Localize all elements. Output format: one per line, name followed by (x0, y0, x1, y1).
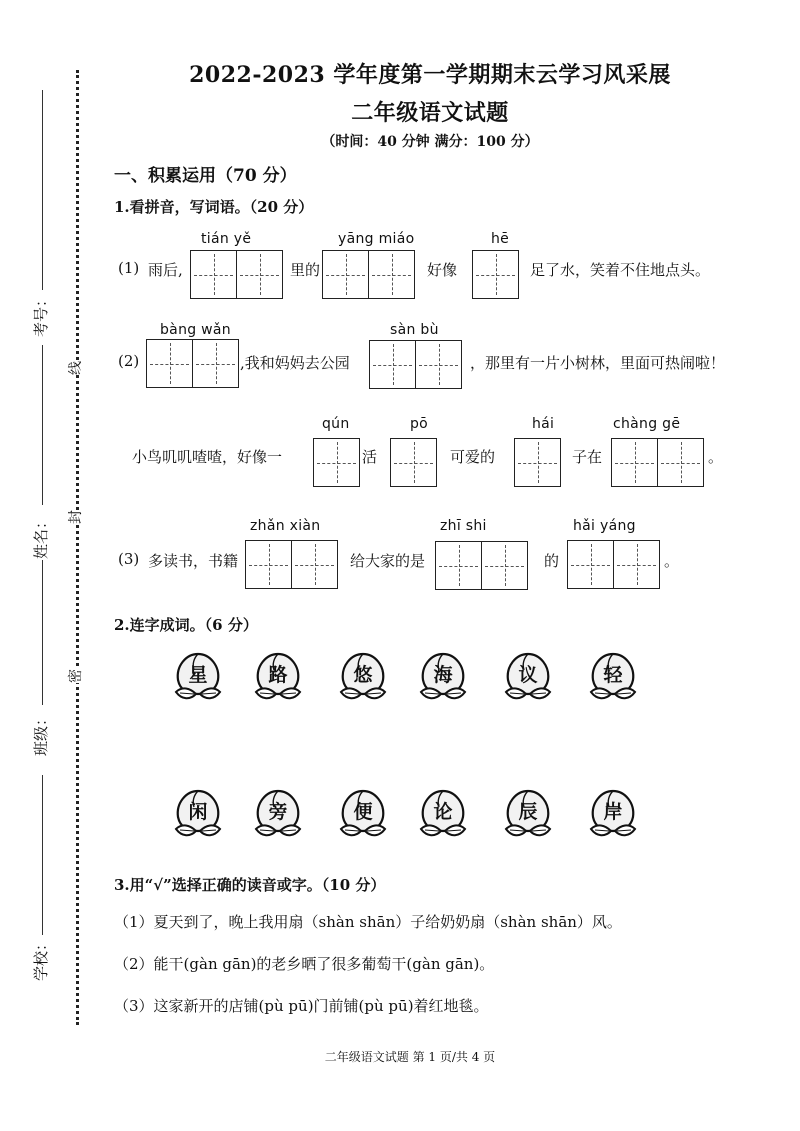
pinyin-bang-wan: bàng wǎn (160, 322, 231, 338)
peach-tile[interactable] (335, 648, 391, 704)
row1-number: (1) (118, 259, 140, 277)
row2-number: (2) (118, 352, 140, 370)
peach-character: 悠 (353, 664, 373, 686)
exam-info: （时间：40 分钟 满分：100 分） (321, 134, 539, 150)
answer-grid-tian-ye[interactable] (190, 250, 283, 299)
seal-char-seal: 封 (63, 510, 87, 524)
row4-text-3: 的 (544, 552, 560, 570)
pinyin-hai: hái (532, 416, 555, 432)
peach-tile[interactable] (335, 785, 391, 841)
exam-subtitle: 二年级语文试题 (351, 100, 509, 126)
peach-tile[interactable] (585, 648, 641, 704)
pinyin-yang-miao: yāng miáo (338, 231, 415, 247)
pinyin-he: hē (491, 231, 510, 247)
row3-text-1: 小鸟叽叽喳喳，好像一 (132, 448, 283, 466)
row2-text-2: ，那里有一片小树林，里面可热闹啦！ (470, 354, 726, 372)
row2-text-1: ,我和妈妈去公园 (240, 354, 350, 372)
pinyin-zhi-shi: zhī shi (440, 518, 487, 534)
row1-text-2: 里的 (290, 261, 321, 279)
peach-character: 海 (433, 664, 453, 686)
row1-text-4: 足了水，笑着不住地点头。 (530, 261, 711, 279)
row1-text-3: 好像 (427, 261, 458, 279)
answer-grid-qun[interactable] (313, 438, 360, 487)
answer-grid-bang-wan[interactable] (146, 339, 239, 388)
question-1-heading: 1.看拼音，写词语。（20 分） (114, 198, 314, 216)
row4-text-1: 多读书，书籍 (148, 552, 239, 570)
row1-text-1: 雨后, (148, 261, 183, 279)
row4-number: (3) (118, 550, 140, 568)
row3-text-3: 可爱的 (450, 448, 496, 466)
question-3-item-1: （1）夏天到了，晚上我用扇（shàn shān）子给奶奶扇（shàn shān）风。 (114, 913, 622, 931)
exam-title: 2022-2023 学年度第一学期期末云学习风采展 (189, 62, 671, 88)
answer-grid-hai[interactable] (514, 438, 561, 487)
binding-dotted-line (76, 70, 79, 1025)
answer-grid-he[interactable] (472, 250, 519, 299)
answer-grid-po[interactable] (390, 438, 437, 487)
question-3-heading: 3.用“√”选择正确的读音或字。（10 分） (114, 876, 386, 894)
answer-grid-san-bu[interactable] (369, 340, 462, 389)
pinyin-chang-ge: chàng gē (613, 416, 681, 432)
answer-grid-zhi-shi[interactable] (435, 541, 528, 590)
pinyin-hai-yang: hǎi yáng (573, 518, 636, 534)
school-label: 学校： (32, 935, 51, 982)
peach-tile[interactable] (500, 648, 556, 704)
peach-character: 岸 (603, 801, 623, 823)
section-heading: 一、积累运用（70 分） (114, 166, 297, 186)
peach-character: 便 (353, 801, 373, 823)
pinyin-zhan-xian: zhǎn xiàn (250, 518, 321, 534)
seal-char-line: 线 (63, 361, 87, 375)
page-footer: 二年级语文试题 第 1 页/共 4 页 (324, 1050, 496, 1064)
question-3-item-3: （3）这家新开的店铺(pù pū)门前铺(pù pū)着红地毯。 (114, 997, 489, 1015)
peach-tile[interactable] (250, 648, 306, 704)
peach-character: 星 (188, 664, 208, 686)
row4-text-2: 给大家的是 (350, 552, 426, 570)
peach-character: 辰 (518, 801, 538, 823)
exam-number-label: 考号： (32, 291, 51, 338)
row3-text-4: 子在 (572, 448, 603, 466)
name-blank (42, 345, 43, 505)
question-3-item-2: （2）能干(gàn gān)的老乡晒了很多葡萄干(gàn gān)。 (114, 955, 495, 973)
peach-character: 论 (433, 801, 453, 823)
answer-grid-zhan-xian[interactable] (245, 540, 338, 589)
peach-tile[interactable] (415, 648, 471, 704)
peach-character: 旁 (268, 801, 288, 823)
peach-character: 议 (518, 664, 538, 686)
peach-character: 闲 (188, 801, 208, 823)
peach-tile[interactable] (170, 648, 226, 704)
row3-text-2: 活 (362, 448, 378, 466)
peach-tile[interactable] (415, 785, 471, 841)
peach-tile[interactable] (250, 785, 306, 841)
peach-tile[interactable] (170, 785, 226, 841)
row3-text-5: 。 (708, 448, 724, 466)
question-2-heading: 2.连字成词。（6 分） (114, 616, 258, 634)
peach-character: 轻 (603, 664, 623, 686)
answer-grid-chang-ge[interactable] (611, 438, 704, 487)
class-blank (42, 560, 43, 705)
row4-text-4: 。 (664, 552, 680, 570)
seal-char-secret: 密 (63, 669, 87, 683)
pinyin-qun: qún (322, 416, 350, 432)
pinyin-po: pō (410, 416, 429, 432)
class-label: 班级： (32, 710, 51, 757)
peach-character: 路 (268, 664, 288, 686)
peach-tile[interactable] (585, 785, 641, 841)
school-blank (42, 775, 43, 935)
peach-tile[interactable] (500, 785, 556, 841)
pinyin-san-bu: sàn bù (390, 322, 439, 338)
answer-grid-yang-miao[interactable] (322, 250, 415, 299)
pinyin-tian-ye: tián yě (201, 231, 252, 247)
name-label: 姓名： (32, 513, 51, 560)
answer-grid-hai-yang[interactable] (567, 540, 660, 589)
